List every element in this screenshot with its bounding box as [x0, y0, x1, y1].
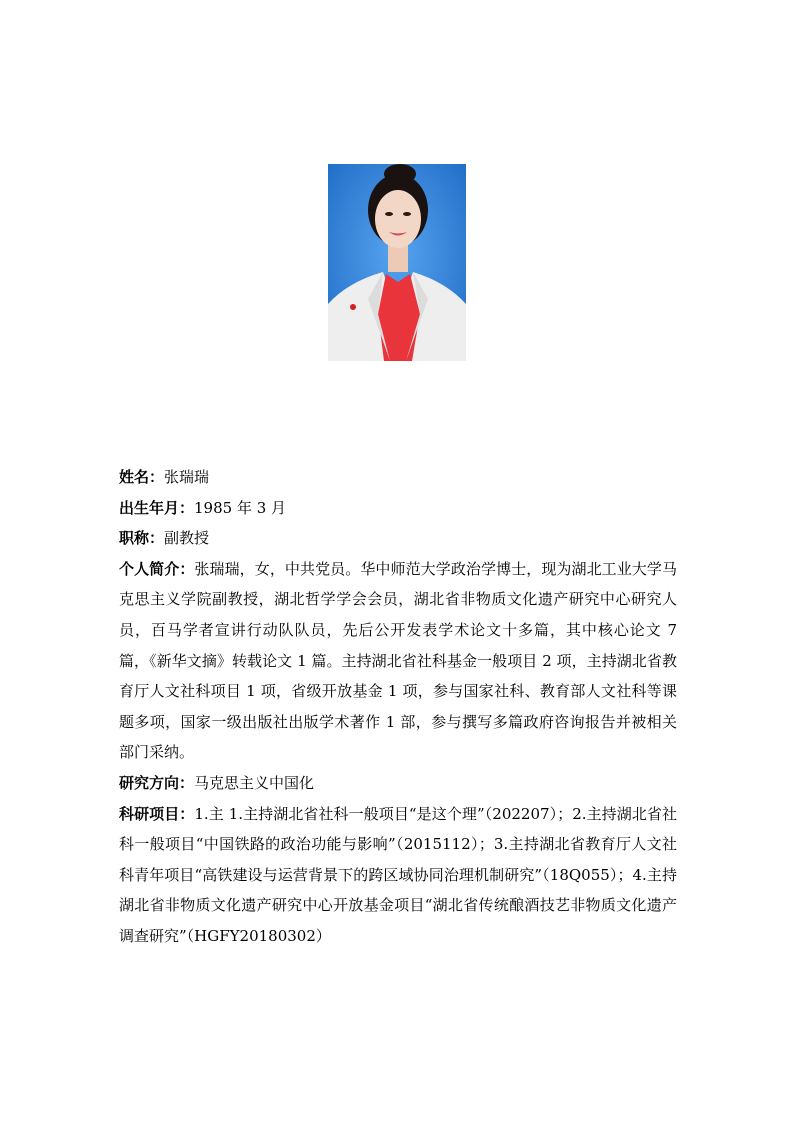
birth-value: 1985 年 3 月: [194, 498, 287, 517]
research-label: 研究方向：: [119, 773, 195, 792]
portrait-image: [328, 164, 466, 361]
research-row: [119, 768, 677, 799]
bio-row: [119, 554, 677, 768]
projects-value: 1.主 1.主持湖北省社科一般项目“是这个理”（202207）；2.主持湖北省社科一般项目“中国铁路的政治功能与影响”（2015112）；3.主持湖北省教育厅人文社科青年项目“高铁建设与运营背景下的跨区域协同治理机制研究”（18Q055）；4.主持湖北省非物质文化遗产研究中心开放基金项目“湖北省传统酿酒技艺非物质文化遗产调查研究”（HGFY20180302）: [119, 804, 677, 945]
profile-content: [119, 462, 677, 952]
name-value: 张瑞瑞: [164, 468, 210, 486]
birth-row: [119, 493, 677, 524]
title-value: 副教授: [164, 529, 210, 548]
projects-row: [119, 799, 677, 952]
name-row: [119, 462, 677, 493]
bio-label: 个人简介：: [119, 559, 195, 578]
bio-value: 张瑞瑞，女，中共党员。华中师范大学政治学博士，现为湖北工业大学马克思主义学院副教授，湖北哲学学会会员，湖北省非物质文化遗产研究中心研究人员，百马学者宣讲行动队队员，先后公开发表学术论文十多篇，其中核心论文 7 篇，《新华文摘》转载论文 1 篇。主持湖北省社科基金一般项目 2 项，主持湖北省教育厅人文社科项目 1 项，省级开放基金 1 项，参与国家社科、教育部人文社科等课题多项，国家一级出版社出版学术著作 1 部，参与撰写多篇政府咨询报告并被相关部门采纳。: [119, 559, 677, 762]
title-label: 职称：: [119, 529, 165, 548]
name-label: 姓名：: [119, 468, 165, 486]
birth-label: 出生年月：: [119, 498, 195, 517]
profile-photo: [328, 164, 466, 361]
title-row: [119, 523, 677, 554]
projects-label: 科研项目：: [119, 804, 195, 823]
research-value: 马克思主义中国化: [194, 773, 315, 792]
